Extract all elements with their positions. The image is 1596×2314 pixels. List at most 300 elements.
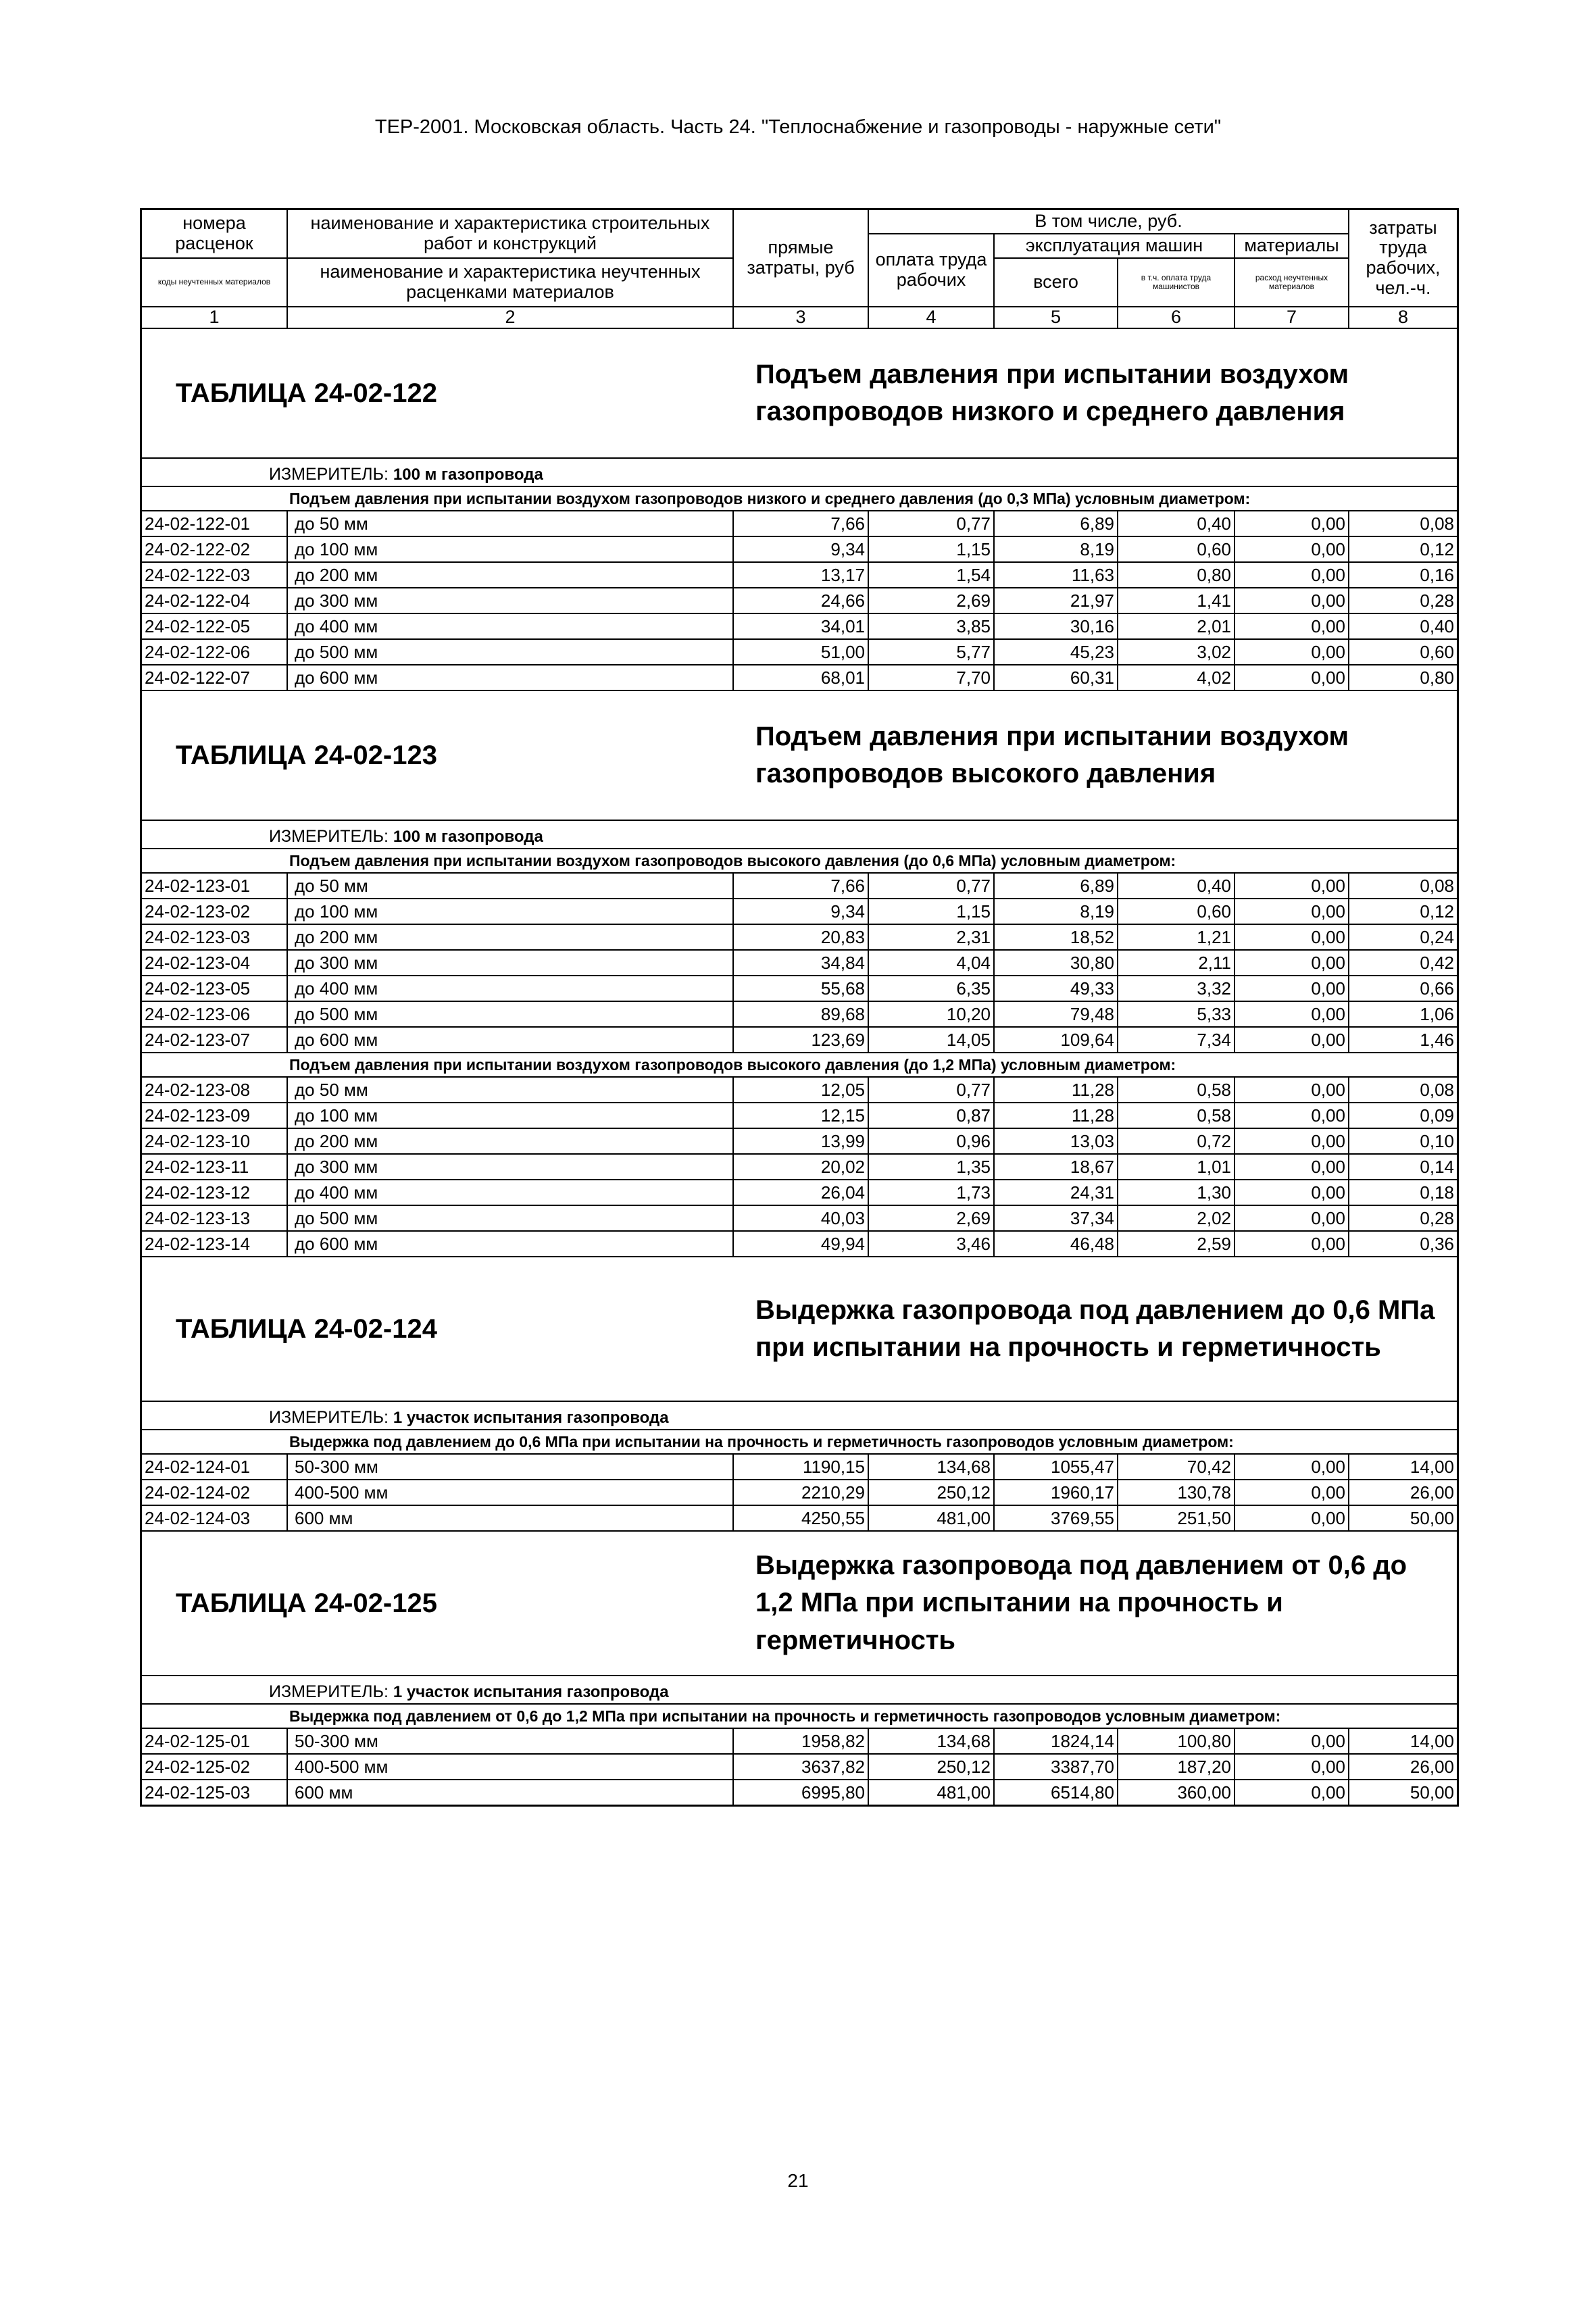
machines-total-cell: 3387,70 bbox=[995, 1755, 1118, 1779]
labor-pay-cell: 134,68 bbox=[869, 1455, 995, 1479]
group-caption: Выдержка под давлением от 0,6 до 1,2 МПа при испытании на прочность и герметичность газопроводов условным диаметром: bbox=[142, 1705, 1457, 1729]
materials-cost-cell: 0,00 bbox=[1235, 899, 1349, 924]
rate-code-cell: 24-02-123-09 bbox=[142, 1103, 288, 1128]
work-name-cell: до 50 мм bbox=[288, 874, 734, 898]
machines-total-cell: 11,63 bbox=[995, 563, 1118, 587]
rate-code-cell: 24-02-125-02 bbox=[142, 1755, 288, 1779]
meter-value: 100 м газопровода bbox=[393, 466, 543, 484]
table-row bbox=[142, 1028, 1457, 1053]
machinist-pay-cell: 1,41 bbox=[1118, 588, 1235, 613]
rate-code-cell: 24-02-123-11 bbox=[142, 1155, 288, 1179]
machines-total-cell: 8,19 bbox=[995, 899, 1118, 924]
table-code: ТАБЛИЦА 24-02-125 bbox=[176, 1588, 437, 1618]
table-row bbox=[142, 665, 1457, 691]
table-code: ТАБЛИЦА 24-02-123 bbox=[176, 740, 437, 770]
labor-pay-cell: 0,77 bbox=[869, 1078, 995, 1102]
labor-pay-cell: 1,35 bbox=[869, 1155, 995, 1179]
direct-costs-cell: 55,68 bbox=[734, 976, 869, 1001]
table-row bbox=[142, 976, 1457, 1002]
direct-costs-cell: 13,99 bbox=[734, 1129, 869, 1153]
table-row bbox=[142, 1506, 1457, 1532]
labor-pay-cell: 2,31 bbox=[869, 925, 995, 949]
labor-hours-cell: 26,00 bbox=[1410, 1757, 1454, 1777]
work-name-cell: до 300 мм bbox=[288, 951, 734, 975]
table-meter bbox=[142, 459, 1457, 487]
materials-cost-cell: 0,00 bbox=[1235, 588, 1349, 613]
rate-table bbox=[142, 1257, 1457, 1532]
rate-code-cell: 24-02-124-01 bbox=[142, 1455, 288, 1479]
machines-total-cell: 18,67 bbox=[995, 1155, 1118, 1179]
machines-total-cell: 6,89 bbox=[995, 874, 1118, 898]
machinist-pay-cell: 70,42 bbox=[1118, 1455, 1235, 1479]
machinist-pay-cell: 0,60 bbox=[1118, 899, 1235, 924]
group-caption: Подъем давления при испытании воздухом газопроводов низкого и среднего давления (до 0,3 МПа) условным диаметром: bbox=[142, 487, 1457, 511]
meter-label: ИЗМЕРИТЕЛЬ: bbox=[269, 465, 389, 484]
col-number: 5 bbox=[995, 307, 1118, 329]
direct-costs-cell: 123,69 bbox=[734, 1028, 869, 1052]
rate-code-cell: 24-02-123-13 bbox=[142, 1206, 288, 1230]
materials-cost-cell: 0,00 bbox=[1235, 1455, 1349, 1479]
labor-pay-cell: 2,69 bbox=[869, 588, 995, 613]
col-number: 7 bbox=[1235, 307, 1349, 329]
rate-code-cell: 24-02-124-03 bbox=[142, 1506, 288, 1530]
machinist-pay-cell: 2,59 bbox=[1118, 1232, 1235, 1256]
machines-total-cell: 18,52 bbox=[995, 925, 1118, 949]
machines-total-cell: 1055,47 bbox=[995, 1455, 1118, 1479]
work-name-cell: до 200 мм bbox=[288, 563, 734, 587]
direct-costs-cell: 7,66 bbox=[734, 511, 869, 536]
labor-hours-cell: 26,00 bbox=[1410, 1482, 1454, 1503]
materials-cost-cell: 0,00 bbox=[1235, 951, 1349, 975]
rate-code-cell: 24-02-123-06 bbox=[142, 1002, 288, 1026]
materials-cost-cell: 0,00 bbox=[1235, 1232, 1349, 1256]
machines-total-cell: 6514,80 bbox=[995, 1780, 1118, 1805]
labor-pay-cell: 7,70 bbox=[869, 665, 995, 690]
col2-header: наименование и характеристика строительных работ и конструкций bbox=[288, 210, 734, 259]
labor-pay-cell: 1,15 bbox=[869, 537, 995, 561]
materials-cost-cell: 0,00 bbox=[1235, 1129, 1349, 1153]
machines-total-cell: 1824,14 bbox=[995, 1729, 1118, 1753]
group-caption: Выдержка под давлением до 0,6 МПа при испытании на прочность и герметичность газопроводов условным диаметром: bbox=[142, 1430, 1457, 1455]
machinist-pay-cell: 0,40 bbox=[1118, 874, 1235, 898]
labor-pay-cell: 5,77 bbox=[869, 640, 995, 664]
table-row bbox=[142, 1480, 1457, 1506]
col3-header: прямые затраты, руб bbox=[734, 210, 869, 307]
machines-total-cell: 11,28 bbox=[995, 1103, 1118, 1128]
materials-cost-cell: 0,00 bbox=[1235, 1002, 1349, 1026]
table-row bbox=[142, 614, 1457, 640]
machines-total-cell: 21,97 bbox=[995, 588, 1118, 613]
labor-hours-cell: 0,10 bbox=[1420, 1131, 1454, 1151]
labor-hours-cell: 0,28 bbox=[1420, 590, 1454, 611]
machines-total-cell: 30,16 bbox=[995, 614, 1118, 638]
machinist-pay-cell: 251,50 bbox=[1118, 1506, 1235, 1530]
materials-cost-cell: 0,00 bbox=[1235, 925, 1349, 949]
machines-total-cell: 45,23 bbox=[995, 640, 1118, 664]
work-name-cell: 600 мм bbox=[288, 1780, 734, 1805]
labor-hours-cell: 0,18 bbox=[1420, 1182, 1454, 1203]
labor-pay-cell: 10,20 bbox=[869, 1002, 995, 1026]
rate-table bbox=[142, 329, 1457, 691]
meter-value: 100 м газопровода bbox=[393, 828, 543, 846]
table-code: ТАБЛИЦА 24-02-122 bbox=[176, 378, 437, 408]
labor-pay-cell: 481,00 bbox=[869, 1506, 995, 1530]
meter-label: ИЗМЕРИТЕЛЬ: bbox=[269, 1408, 389, 1427]
materials-cost-cell: 0,00 bbox=[1235, 1206, 1349, 1230]
machinist-pay-cell: 2,02 bbox=[1118, 1206, 1235, 1230]
machines-total-cell: 11,28 bbox=[995, 1078, 1118, 1102]
table-row bbox=[142, 1103, 1457, 1129]
machines-total-cell: 60,31 bbox=[995, 665, 1118, 690]
machinist-pay-cell: 1,21 bbox=[1118, 925, 1235, 949]
table-row bbox=[142, 1780, 1457, 1805]
table-row bbox=[142, 874, 1457, 899]
col2-subheader: наименование и характеристика неучтенных расценками материалов bbox=[288, 259, 734, 307]
table-row bbox=[142, 511, 1457, 537]
direct-costs-cell: 34,01 bbox=[734, 614, 869, 638]
labor-hours-cell: 0,66 bbox=[1420, 978, 1454, 999]
rate-code-cell: 24-02-124-02 bbox=[142, 1480, 288, 1505]
work-name-cell: до 600 мм bbox=[288, 1232, 734, 1256]
labor-hours-cell: 0,40 bbox=[1420, 616, 1454, 636]
materials-cost-cell: 0,00 bbox=[1235, 976, 1349, 1001]
labor-hours-cell: 1,46 bbox=[1420, 1030, 1454, 1050]
meter-label: ИЗМЕРИТЕЛЬ: bbox=[269, 1682, 389, 1701]
direct-costs-cell: 9,34 bbox=[734, 537, 869, 561]
direct-costs-cell: 49,94 bbox=[734, 1232, 869, 1256]
labor-hours-cell: 0,28 bbox=[1420, 1208, 1454, 1228]
labor-hours-cell: 0,36 bbox=[1420, 1234, 1454, 1254]
work-name-cell: до 600 мм bbox=[288, 1028, 734, 1052]
rate-code-cell: 24-02-122-05 bbox=[142, 614, 288, 638]
meter-value: 1 участок испытания газопровода bbox=[393, 1409, 669, 1427]
work-name-cell: 50-300 мм bbox=[288, 1455, 734, 1479]
table-row bbox=[142, 1729, 1457, 1755]
labor-pay-cell: 250,12 bbox=[869, 1480, 995, 1505]
direct-costs-cell: 24,66 bbox=[734, 588, 869, 613]
direct-costs-cell: 2210,29 bbox=[734, 1480, 869, 1505]
machines-total-cell: 30,80 bbox=[995, 951, 1118, 975]
rate-code-cell: 24-02-122-03 bbox=[142, 563, 288, 587]
table-title: Выдержка газопровода под давлением от 0,6 до 1,2 МПа при испытании на прочность и герметичность bbox=[755, 1551, 1407, 1655]
meter-label: ИЗМЕРИТЕЛЬ: bbox=[269, 827, 389, 846]
machines-header: эксплуатация машин bbox=[995, 234, 1235, 259]
machinist-pay-cell: 0,60 bbox=[1118, 537, 1235, 561]
direct-costs-cell: 4250,55 bbox=[734, 1506, 869, 1530]
machinist-pay-cell: 2,11 bbox=[1118, 951, 1235, 975]
col-number: 3 bbox=[734, 307, 869, 329]
direct-costs-cell: 34,84 bbox=[734, 951, 869, 975]
materials-cost-cell: 0,00 bbox=[1235, 1103, 1349, 1128]
rate-code-cell: 24-02-122-07 bbox=[142, 665, 288, 690]
machinist-pay-cell: 4,02 bbox=[1118, 665, 1235, 690]
work-name-cell: 400-500 мм bbox=[288, 1480, 734, 1505]
table-row bbox=[142, 563, 1457, 588]
machinist-pay-cell: 5,33 bbox=[1118, 1002, 1235, 1026]
labor-hours-cell: 0,12 bbox=[1420, 539, 1454, 559]
rate-table bbox=[142, 691, 1457, 1257]
rate-code-cell: 24-02-123-07 bbox=[142, 1028, 288, 1052]
work-name-cell: до 50 мм bbox=[288, 511, 734, 536]
col-number: 2 bbox=[288, 307, 734, 329]
direct-costs-cell: 12,05 bbox=[734, 1078, 869, 1102]
rate-table bbox=[142, 1532, 1457, 1805]
table-row bbox=[142, 951, 1457, 976]
labor-hours-cell: 0,42 bbox=[1420, 953, 1454, 973]
group-caption: Подъем давления при испытании воздухом газопроводов высокого давления (до 0,6 МПа) условным диаметром: bbox=[142, 849, 1457, 874]
machines-total-cell: 24,31 bbox=[995, 1180, 1118, 1205]
rate-code-cell: 24-02-123-03 bbox=[142, 925, 288, 949]
table-heading bbox=[142, 1257, 1457, 1402]
labor-hours-cell: 1,06 bbox=[1420, 1004, 1454, 1024]
work-name-cell: до 300 мм bbox=[288, 1155, 734, 1179]
direct-costs-cell: 1190,15 bbox=[734, 1455, 869, 1479]
machines-total-cell: 13,03 bbox=[995, 1129, 1118, 1153]
labor-pay-cell: 481,00 bbox=[869, 1780, 995, 1805]
table-row bbox=[142, 1155, 1457, 1180]
labor-pay-cell: 3,85 bbox=[869, 614, 995, 638]
table-row bbox=[142, 1180, 1457, 1206]
direct-costs-cell: 6995,80 bbox=[734, 1780, 869, 1805]
labor-pay-cell: 6,35 bbox=[869, 976, 995, 1001]
materials-cost-cell: 0,00 bbox=[1235, 665, 1349, 690]
table-row bbox=[142, 1078, 1457, 1103]
materials-cost-cell: 0,00 bbox=[1235, 1755, 1349, 1779]
machinist-pay-cell: 0,58 bbox=[1118, 1078, 1235, 1102]
rate-code-cell: 24-02-123-04 bbox=[142, 951, 288, 975]
materials-cost-cell: 0,00 bbox=[1235, 614, 1349, 638]
labor-pay-cell: 3,46 bbox=[869, 1232, 995, 1256]
machinist-pay-cell: 130,78 bbox=[1118, 1480, 1235, 1505]
labor-hours-cell: 0,09 bbox=[1420, 1105, 1454, 1126]
work-name-cell: до 200 мм bbox=[288, 1129, 734, 1153]
labor-hours-cell: 0,08 bbox=[1420, 876, 1454, 896]
table-heading bbox=[142, 1532, 1457, 1676]
labor-pay-cell: 1,15 bbox=[869, 899, 995, 924]
tables-container bbox=[142, 329, 1457, 1805]
machinist-pay-cell: 2,01 bbox=[1118, 614, 1235, 638]
labor-hours-cell: 50,00 bbox=[1410, 1508, 1454, 1528]
materials-cost-cell: 0,00 bbox=[1235, 1480, 1349, 1505]
rate-code-cell: 24-02-122-04 bbox=[142, 588, 288, 613]
machinist-pay-cell: 0,72 bbox=[1118, 1129, 1235, 1153]
labor-pay-cell: 250,12 bbox=[869, 1755, 995, 1779]
work-name-cell: до 400 мм bbox=[288, 1180, 734, 1205]
rate-code-cell: 24-02-122-02 bbox=[142, 537, 288, 561]
table-code: ТАБЛИЦА 24-02-124 bbox=[176, 1313, 437, 1344]
labor-hours-cell: 14,00 bbox=[1410, 1457, 1454, 1477]
materials-cost-cell: 0,00 bbox=[1235, 1078, 1349, 1102]
work-name-cell: до 300 мм bbox=[288, 588, 734, 613]
rate-code-cell: 24-02-123-02 bbox=[142, 899, 288, 924]
col1-subheader: коды неучтенных материалов bbox=[142, 259, 288, 307]
col-number: 6 bbox=[1118, 307, 1235, 329]
work-name-cell: до 50 мм bbox=[288, 1078, 734, 1102]
table-meter bbox=[142, 1676, 1457, 1705]
rate-code-cell: 24-02-122-01 bbox=[142, 511, 288, 536]
rate-code-cell: 24-02-123-08 bbox=[142, 1078, 288, 1102]
machinist-pay-cell: 0,80 bbox=[1118, 563, 1235, 587]
labor-pay-cell: 14,05 bbox=[869, 1028, 995, 1052]
work-name-cell: 50-300 мм bbox=[288, 1729, 734, 1753]
materials-cost-cell: 0,00 bbox=[1235, 537, 1349, 561]
direct-costs-cell: 51,00 bbox=[734, 640, 869, 664]
work-name-cell: 600 мм bbox=[288, 1506, 734, 1530]
labor-pay-cell: 0,77 bbox=[869, 511, 995, 536]
machinist-pay-cell: 3,32 bbox=[1118, 976, 1235, 1001]
machines-total-cell: 46,48 bbox=[995, 1232, 1118, 1256]
machines-total-cell: 79,48 bbox=[995, 1002, 1118, 1026]
table-row bbox=[142, 1755, 1457, 1780]
work-name-cell: до 100 мм bbox=[288, 537, 734, 561]
materials-cost-cell: 0,00 bbox=[1235, 1155, 1349, 1179]
machines-total-cell: 6,89 bbox=[995, 511, 1118, 536]
work-name-cell: до 500 мм bbox=[288, 640, 734, 664]
col-number: 8 bbox=[1349, 307, 1457, 329]
col5-header: всего bbox=[995, 259, 1118, 307]
direct-costs-cell: 13,17 bbox=[734, 563, 869, 587]
materials-cost-cell: 0,00 bbox=[1235, 640, 1349, 664]
materials-cost-cell: 0,00 bbox=[1235, 874, 1349, 898]
machines-total-cell: 109,64 bbox=[995, 1028, 1118, 1052]
labor-hours-cell: 50,00 bbox=[1410, 1782, 1454, 1803]
machines-total-cell: 49,33 bbox=[995, 976, 1118, 1001]
rate-code-cell: 24-02-123-10 bbox=[142, 1129, 288, 1153]
labor-pay-cell: 0,77 bbox=[869, 874, 995, 898]
labor-pay-cell: 2,69 bbox=[869, 1206, 995, 1230]
page-number: 21 bbox=[787, 2170, 809, 2191]
table-row bbox=[142, 899, 1457, 925]
direct-costs-cell: 68,01 bbox=[734, 665, 869, 690]
direct-costs-cell: 40,03 bbox=[734, 1206, 869, 1230]
work-name-cell: 400-500 мм bbox=[288, 1755, 734, 1779]
labor-hours-cell: 0,12 bbox=[1420, 901, 1454, 922]
labor-hours-cell: 14,00 bbox=[1410, 1731, 1454, 1751]
labor-hours-cell: 0,16 bbox=[1420, 565, 1454, 585]
table-heading bbox=[142, 691, 1457, 821]
labor-hours-cell: 0,60 bbox=[1420, 642, 1454, 662]
table-meter bbox=[142, 821, 1457, 849]
labor-pay-cell: 0,87 bbox=[869, 1103, 995, 1128]
labor-pay-cell: 1,54 bbox=[869, 563, 995, 587]
labor-hours-cell: 0,08 bbox=[1420, 1080, 1454, 1100]
table-row bbox=[142, 1455, 1457, 1480]
direct-costs-cell: 89,68 bbox=[734, 1002, 869, 1026]
machinist-pay-cell: 1,30 bbox=[1118, 1180, 1235, 1205]
work-name-cell: до 600 мм bbox=[288, 665, 734, 690]
work-name-cell: до 500 мм bbox=[288, 1206, 734, 1230]
machinist-pay-cell: 360,00 bbox=[1118, 1780, 1235, 1805]
direct-costs-cell: 20,02 bbox=[734, 1155, 869, 1179]
col-number: 4 bbox=[869, 307, 995, 329]
direct-costs-cell: 12,15 bbox=[734, 1103, 869, 1128]
rate-code-cell: 24-02-123-14 bbox=[142, 1232, 288, 1256]
col8-header: затраты труда рабочих, чел.-ч. bbox=[1349, 210, 1457, 307]
work-name-cell: до 400 мм bbox=[288, 976, 734, 1001]
table-heading bbox=[142, 329, 1457, 459]
work-name-cell: до 400 мм bbox=[288, 614, 734, 638]
labor-pay-cell: 0,96 bbox=[869, 1129, 995, 1153]
rate-code-cell: 24-02-123-01 bbox=[142, 874, 288, 898]
col4-header: оплата труда рабочих bbox=[869, 234, 995, 307]
machinist-pay-cell: 100,80 bbox=[1118, 1729, 1235, 1753]
rate-code-cell: 24-02-122-06 bbox=[142, 640, 288, 664]
materials-cost-cell: 0,00 bbox=[1235, 1180, 1349, 1205]
labor-pay-cell: 134,68 bbox=[869, 1729, 995, 1753]
rate-code-cell: 24-02-125-01 bbox=[142, 1729, 288, 1753]
machinist-pay-cell: 1,01 bbox=[1118, 1155, 1235, 1179]
labor-pay-cell: 1,73 bbox=[869, 1180, 995, 1205]
table-row bbox=[142, 640, 1457, 665]
materials-cost-cell: 0,00 bbox=[1235, 1028, 1349, 1052]
table-title: Подъем давления при испытании воздухом газопроводов низкого и среднего давления bbox=[755, 359, 1349, 426]
table-row bbox=[142, 537, 1457, 563]
labor-hours-cell: 0,24 bbox=[1420, 927, 1454, 947]
machines-total-cell: 3769,55 bbox=[995, 1506, 1118, 1530]
table-title: Выдержка газопровода под давлением до 0,6 МПа при испытании на прочность и герметичность bbox=[755, 1294, 1435, 1362]
page-header: ТЕР-2001. Московская область. Часть 24. "Теплоснабжение и газопроводы - наружные сети" bbox=[374, 116, 1222, 138]
rate-code-cell: 24-02-123-12 bbox=[142, 1180, 288, 1205]
labor-hours-cell: 0,08 bbox=[1420, 513, 1454, 534]
machinist-pay-cell: 187,20 bbox=[1118, 1755, 1235, 1779]
materials-header: материалы bbox=[1235, 234, 1349, 259]
labor-hours-cell: 0,80 bbox=[1420, 668, 1454, 688]
table-row bbox=[142, 925, 1457, 951]
group-caption: Подъем давления при испытании воздухом газопроводов высокого давления (до 1,2 МПа) условным диаметром: bbox=[142, 1053, 1457, 1078]
work-name-cell: до 500 мм bbox=[288, 1002, 734, 1026]
machinist-pay-cell: 0,58 bbox=[1118, 1103, 1235, 1128]
table-row bbox=[142, 1206, 1457, 1232]
machines-total-cell: 37,34 bbox=[995, 1206, 1118, 1230]
direct-costs-cell: 26,04 bbox=[734, 1180, 869, 1205]
table-meter bbox=[142, 1402, 1457, 1430]
column-header bbox=[142, 210, 1457, 329]
col7-header: расход неучтенных материалов bbox=[1235, 259, 1349, 307]
materials-cost-cell: 0,00 bbox=[1235, 563, 1349, 587]
price-sheet bbox=[140, 208, 1459, 1807]
machinist-pay-cell: 0,40 bbox=[1118, 511, 1235, 536]
labor-hours-cell: 0,14 bbox=[1420, 1157, 1454, 1177]
machinist-pay-cell: 3,02 bbox=[1118, 640, 1235, 664]
direct-costs-cell: 20,83 bbox=[734, 925, 869, 949]
table-row bbox=[142, 1129, 1457, 1155]
table-row bbox=[142, 1232, 1457, 1257]
machines-total-cell: 1960,17 bbox=[995, 1480, 1118, 1505]
incl-header: В том числе, руб. bbox=[869, 210, 1349, 234]
direct-costs-cell: 9,34 bbox=[734, 899, 869, 924]
materials-cost-cell: 0,00 bbox=[1235, 511, 1349, 536]
table-title: Подъем давления при испытании воздухом газопроводов высокого давления bbox=[755, 721, 1349, 788]
work-name-cell: до 100 мм bbox=[288, 1103, 734, 1128]
machines-total-cell: 8,19 bbox=[995, 537, 1118, 561]
direct-costs-cell: 3637,82 bbox=[734, 1755, 869, 1779]
labor-pay-cell: 4,04 bbox=[869, 951, 995, 975]
rate-code-cell: 24-02-125-03 bbox=[142, 1780, 288, 1805]
materials-cost-cell: 0,00 bbox=[1235, 1506, 1349, 1530]
rate-code-cell: 24-02-123-05 bbox=[142, 976, 288, 1001]
work-name-cell: до 200 мм bbox=[288, 925, 734, 949]
materials-cost-cell: 0,00 bbox=[1235, 1780, 1349, 1805]
direct-costs-cell: 1958,82 bbox=[734, 1729, 869, 1753]
table-row bbox=[142, 588, 1457, 614]
materials-cost-cell: 0,00 bbox=[1235, 1729, 1349, 1753]
col1-header: номера расценок bbox=[142, 210, 288, 259]
col-number: 1 bbox=[142, 307, 288, 329]
table-row bbox=[142, 1002, 1457, 1028]
machinist-pay-cell: 7,34 bbox=[1118, 1028, 1235, 1052]
direct-costs-cell: 7,66 bbox=[734, 874, 869, 898]
col6-header: в т.ч. оплата труда машинистов bbox=[1118, 259, 1235, 307]
